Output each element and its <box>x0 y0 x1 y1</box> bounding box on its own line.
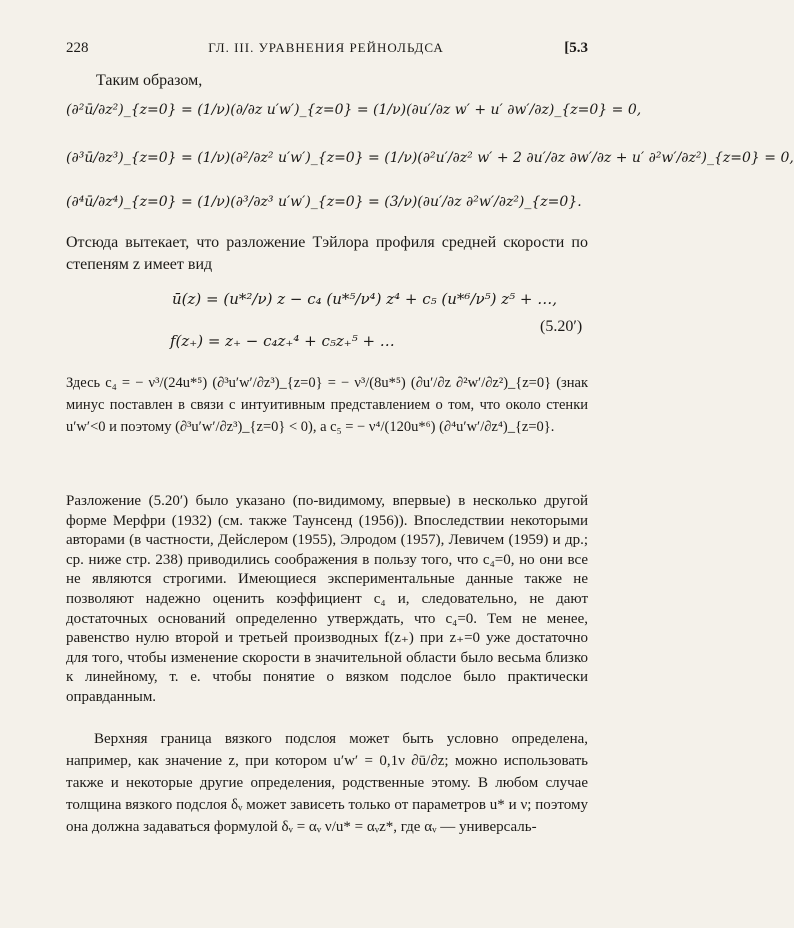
equation-number: (5.20′) <box>540 318 583 335</box>
section-number: [5.3 <box>564 40 588 56</box>
equation-fourth-derivative: (∂⁴ū/∂z⁴)_{z=0} = (1/ν)(∂³/∂z³ u′w′)_{z=0} = (3/ν)(∂u′/∂z ∂²w′/∂z²)_{z=0}. <box>66 194 582 210</box>
equation-third-derivative: (∂³ū/∂z³)_{z=0} = (1/ν)(∂²/∂z² u′w′)_{z=0} = (1/ν)(∂²u′/∂z² w′ + 2 ∂u′/∂z ∂w′/∂z + u′ ∂²w′/∂z²)_{z=0} = 0, <box>66 150 794 166</box>
equation-taylor-u: ū(z) = (u*²/ν) z − c₄ (u*⁵/ν⁴) z⁴ + c₅ (u*⁶/ν⁵) z⁵ + …, <box>172 290 558 308</box>
paragraph-expansion-discussion: Разложение (5.20′) было указано (по-видимому, впервые) в несколько другой форме Мерфри (1932) (см. также Таунсенд (1956)). Впоследствии некоторыми авторами (в частности, Дейслером (1955), Элродом (1957), Левичем (1959) и др.; ср. ниже стр. 238) приводились соображения в пользу того, что c₄=0, но они все не являются строгими. Имеющиеся экспериментальные данные также не позволяют надежно оценить коэффициент c₄ и, следовательно, не дают достаточных оснований определенно утверждать, что c₄=0. Тем не менее, равенство нулю второй и третьей производных f(z₊) при z₊=0 уже достаточно для того, чтобы изменение скорости в значительной области было весьма близко к линейному, т. е. чтобы понятие о вязком подслое было практически оправданным. <box>66 493 588 705</box>
page-number: 228 <box>66 40 89 56</box>
page-header <box>66 40 586 62</box>
intro-text: Таким образом, <box>96 72 203 89</box>
running-title: ГЛ. III. УРАВНЕНИЯ РЕЙНОЛЬДСА <box>208 40 444 55</box>
paragraph-coefficients: Здесь c₄ = − ν³/(24u*⁵) (∂³u′w′/∂z³)_{z=0} = − ν³/(8u*⁵) (∂u′/∂z ∂²w′/∂z²)_{z=0} (знак минус поставлен в связи с интуитивным представлением о том, что около стенки u′w′<0 и поэтому (∂³u′w′/∂z³)_{z=0} < 0), а c₅ = − ν⁴/(120u*⁶) (∂⁴u′w′/∂z⁴)_{z=0}. <box>66 375 588 435</box>
paragraph-taylor-intro: Отсюда вытекает, что разложение Тэйлора профиля средней скорости по степеням z имеет вид <box>66 234 588 273</box>
equation-taylor-f: f(z₊) = z₊ − c₄z₊⁴ + c₅z₊⁵ + … <box>170 332 395 350</box>
paragraph-viscous-sublayer: Верхняя граница вязкого подслоя может быть условно определена, например, как значение z, при котором u′w′ = 0,1ν ∂ū/∂z; можно использовать также и некоторые другие определения, родственные этому. В любом случае толщина вязкого подслоя δᵥ может зависеть только от параметров u* и ν; поэтому она должна задаваться формулой δᵥ = αᵥ ν/u* = αᵥz*, где αᵥ — универсаль- <box>66 731 588 835</box>
equation-second-derivative: (∂²ū/∂z²)_{z=0} = (1/ν)(∂/∂z u′w′)_{z=0} = (1/ν)(∂u′/∂z w′ + u′ ∂w′/∂z)_{z=0} = 0, <box>66 102 642 118</box>
